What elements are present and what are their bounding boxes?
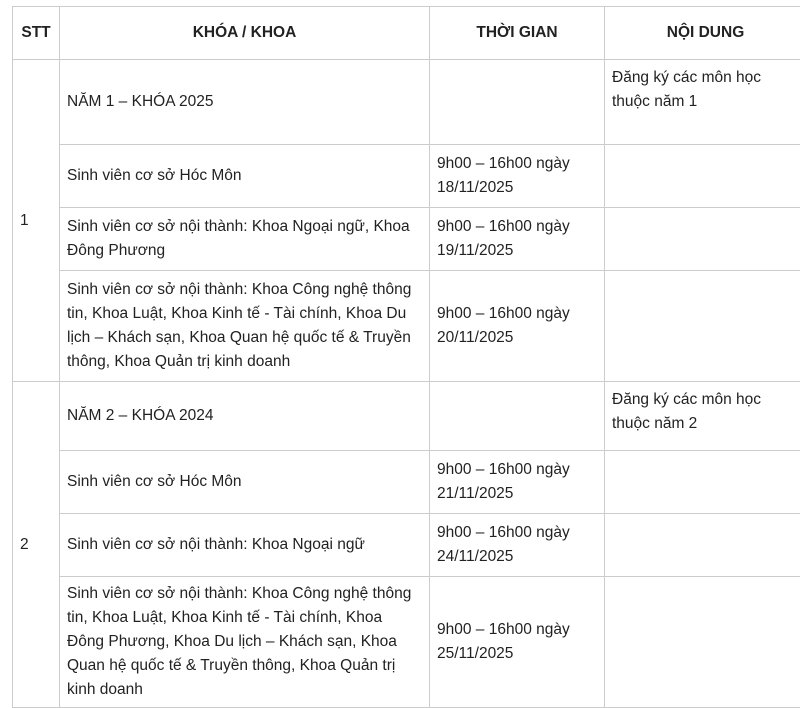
group-heading: NĂM 2 – KHÓA 2024 <box>60 382 430 451</box>
header-khoa: KHÓA / KHOA <box>60 7 430 60</box>
empty-cell <box>605 577 800 708</box>
faculty-cell: Sinh viên cơ sở nội thành: Khoa Công nghệ thông tin, Khoa Luật, Khoa Kinh tế - Tài chính, Khoa Du lịch – Khách sạn, Khoa Quan hệ quốc tế & Truyền thông, Khoa Quản trị kinh doanh <box>60 271 430 382</box>
table-row <box>13 451 800 514</box>
registration-schedule-table <box>12 6 800 708</box>
header-thoi-gian: THỜI GIAN <box>430 7 605 60</box>
faculty-cell: Sinh viên cơ sở nội thành: Khoa Ngoại ngữ <box>60 514 430 577</box>
time-cell: 9h00 – 16h00 ngày 20/11/2025 <box>430 271 605 382</box>
faculty-cell: Sinh viên cơ sở Hóc Môn <box>60 451 430 514</box>
header-stt: STT <box>13 7 60 60</box>
header-noi-dung: NỘI DUNG <box>605 7 800 60</box>
group-content: Đăng ký các môn học thuộc năm 1 <box>605 60 800 145</box>
empty-cell <box>430 382 605 451</box>
empty-cell <box>430 60 605 145</box>
group-number: 2 <box>13 382 60 708</box>
time-cell: 9h00 – 16h00 ngày 24/11/2025 <box>430 514 605 577</box>
time-cell: 9h00 – 16h00 ngày 18/11/2025 <box>430 145 605 208</box>
table-header-row <box>13 7 800 60</box>
empty-cell <box>605 208 800 271</box>
table-row <box>13 577 800 708</box>
table-row <box>13 145 800 208</box>
faculty-cell: Sinh viên cơ sở nội thành: Khoa Ngoại ngữ, Khoa Đông Phương <box>60 208 430 271</box>
table-row <box>13 514 800 577</box>
time-cell: 9h00 – 16h00 ngày 19/11/2025 <box>430 208 605 271</box>
empty-cell <box>605 514 800 577</box>
faculty-cell: Sinh viên cơ sở Hóc Môn <box>60 145 430 208</box>
time-cell: 9h00 – 16h00 ngày 21/11/2025 <box>430 451 605 514</box>
group-content: Đăng ký các môn học thuộc năm 2 <box>605 382 800 451</box>
table-row <box>13 382 800 451</box>
faculty-cell: Sinh viên cơ sở nội thành: Khoa Công nghệ thông tin, Khoa Luật, Khoa Kinh tế - Tài chính, Khoa Đông Phương, Khoa Du lịch – Khách sạn, Khoa Quan hệ quốc tế & Truyền thông, Khoa Quản trị kinh doanh <box>60 577 430 708</box>
empty-cell <box>605 271 800 382</box>
time-cell: 9h00 – 16h00 ngày 25/11/2025 <box>430 577 605 708</box>
empty-cell <box>605 145 800 208</box>
table-row <box>13 60 800 145</box>
group-heading: NĂM 1 – KHÓA 2025 <box>60 60 430 145</box>
group-number: 1 <box>13 60 60 382</box>
empty-cell <box>605 451 800 514</box>
table-row <box>13 208 800 271</box>
table-row <box>13 271 800 382</box>
